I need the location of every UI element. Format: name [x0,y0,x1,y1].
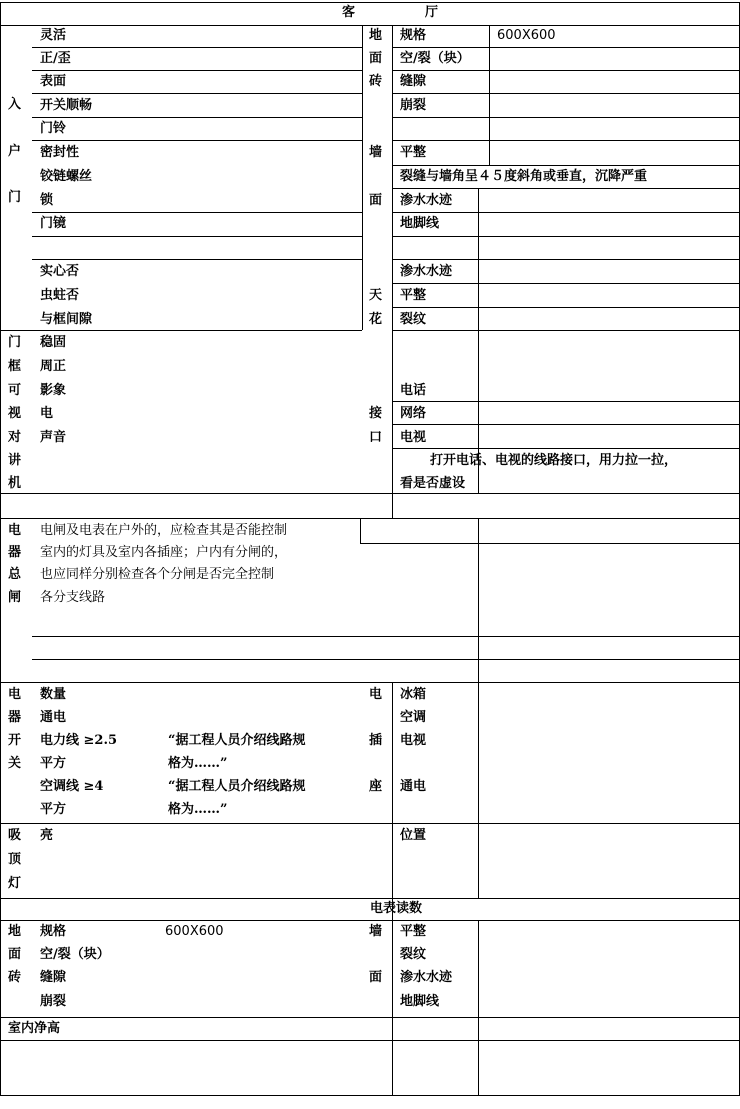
section-label-char: 框 [8,359,22,374]
meter-reading-label: 电表读数 [370,901,423,916]
wire-spec: 电力线 ≥2.5 [40,733,118,748]
wire-quote: “据工程人员介绍线路规 [168,733,306,748]
check-item: 铰链螺丝 [40,169,93,184]
check-item: 裂缝与墙角呈４５度斜角或垂直，沉降严重 [400,169,648,184]
grid-line [0,1040,740,1041]
breaker-note: 室内的灯具及室内各插座；户内有分闸的， [40,545,288,560]
grid-line [478,682,479,898]
grid-line [392,70,739,71]
check-item: 地脚线 [400,216,440,231]
section-label-char: 器 [8,545,22,560]
section-label-char: 入 [8,97,22,112]
section-label-char: 面 [369,193,383,208]
check-item: 电视 [400,430,427,445]
check-item: 通电 [400,779,427,794]
check-item: 崩裂 [400,98,427,113]
net-height-label: 室内净高 [8,1021,61,1036]
check-item: 平整 [400,924,427,939]
section-label-char: 机 [8,476,22,491]
grid-line [0,920,740,921]
grid-line [32,47,362,48]
section-label-char: 地 [8,924,22,939]
section-label-char: 视 [8,406,22,421]
section-label-char: 砖 [369,74,383,89]
grid-line [392,236,739,237]
section-label-char: 地 [369,28,383,43]
section-label-char: 电 [369,687,383,702]
grid-line [392,212,739,213]
grid-line [392,93,739,94]
check-item: 数量 [40,687,67,702]
grid-line [392,283,739,284]
check-item: 电话 [400,383,427,398]
check-item: 门铃 [40,121,67,136]
check-item: 规格 [40,924,67,939]
check-item: 冰箱 [400,687,427,702]
grid-line [32,636,740,637]
breaker-note: 也应同样分别检查各个分闸是否完全控制 [40,567,275,582]
section-label-char: 座 [369,779,383,794]
check-item: 电视 [400,733,427,748]
check-item: 缝隙 [400,74,427,89]
check-item: 稳固 [40,335,67,350]
grid-line [0,330,32,331]
check-item: 规格 [400,28,427,43]
check-item: 渗水水迹 [400,264,453,279]
check-item: 裂纹 [400,312,427,327]
section-label-char: 电 [8,523,22,538]
check-item: 开关顺畅 [40,98,93,113]
grid-line [362,25,363,330]
grid-line [0,518,740,519]
grid-line [392,448,739,449]
grid-line [392,682,393,1095]
ports-note: 看是否虚设 [400,476,466,491]
section-label-char: 闸 [8,590,22,605]
section-label-char: 讲 [8,453,22,468]
section-label-char: 面 [369,970,383,985]
wire-spec: 平方 [40,756,67,771]
section-label-char: 墙 [369,924,383,939]
section-label-char: 接 [369,406,383,421]
grid-line [392,259,739,260]
grid-line [489,25,490,165]
check-item: 空/裂（块） [400,51,470,66]
section-label-char: 门 [8,190,22,205]
spec-value: 600X600 [165,924,224,939]
grid-line [392,424,739,425]
grid-line [392,140,739,141]
wire-spec: 平方 [40,802,67,817]
grid-line [392,307,739,308]
check-item: 崩裂 [40,994,67,1009]
check-item: 亮 [40,828,54,843]
check-item: 缝隙 [40,970,67,985]
grid-line [0,823,740,824]
check-item: 空/裂（块） [40,947,110,962]
check-item: 裂纹 [400,947,427,962]
section-label-char: 可 [8,383,22,398]
grid-line [32,70,362,71]
grid-line [392,401,739,402]
grid-line [392,47,739,48]
check-item: 与框间隙 [40,312,93,327]
section-label-char: 插 [369,733,383,748]
check-item: 灵活 [40,28,67,43]
grid-line [478,518,479,682]
grid-line [392,330,739,331]
section-label-char: 总 [8,567,22,582]
grid-line [0,1095,740,1096]
section-label-char: 墙 [369,145,383,160]
grid-line [392,25,393,518]
check-item: 地脚线 [400,994,440,1009]
section-label-char: 关 [8,756,22,771]
grid-line [32,259,362,260]
section-label-char: 顶 [8,852,22,867]
grid-line [32,212,362,213]
section-label-char: 电 [8,687,22,702]
check-item: 电 [40,406,54,421]
check-item: 位置 [400,828,427,843]
section-label-char: 器 [8,710,22,725]
spec-value: 600X600 [497,28,556,43]
section-label-char: 户 [8,144,22,159]
ports-note: 打开电话、电视的线路接口，用力拉一拉， [430,453,678,468]
check-item: 正/歪 [40,51,71,66]
section-label-char: 口 [369,430,383,445]
wire-spec: 空调线 ≥4 [40,779,104,794]
check-item: 实心否 [40,264,80,279]
grid-line [32,93,362,94]
grid-line [478,920,479,1095]
breaker-note: 各分支线路 [40,590,106,605]
section-label-char: 吸 [8,828,22,843]
grid-line [392,165,739,166]
check-item: 影象 [40,383,67,398]
section-label-char: 面 [8,947,22,962]
check-item: 门镜 [40,216,67,231]
title-part2: 厅 [425,5,439,20]
check-item: 声音 [40,430,67,445]
title-part1: 客 [342,5,356,20]
check-item: 表面 [40,74,67,89]
check-item: 渗水水迹 [400,193,453,208]
check-item: 虫蛀否 [40,288,80,303]
grid-line [0,493,740,494]
check-item: 锁 [40,193,54,208]
check-item: 网络 [400,406,427,421]
wire-quote: 格为……” [168,756,228,771]
check-item: 通电 [40,710,67,725]
check-item: 密封性 [40,145,80,160]
check-item: 平整 [400,145,427,160]
section-label-char: 天 [369,288,383,303]
grid-line [360,518,361,543]
grid-line [0,2,740,3]
check-item: 周正 [40,359,67,374]
section-label-char: 砖 [8,970,22,985]
grid-line [360,543,740,544]
grid-line [32,117,362,118]
check-item: 空调 [400,710,427,725]
grid-line [0,2,1,1095]
section-label-char: 花 [369,312,383,327]
grid-line [0,682,740,683]
grid-line [392,117,739,118]
grid-line [0,1017,740,1018]
grid-line [392,188,739,189]
breaker-note: 电闸及电表在户外的，应检查其是否能控制 [40,523,288,538]
section-label-char: 对 [8,430,22,445]
check-item: 渗水水迹 [400,970,453,985]
grid-line [32,236,362,237]
wire-quote: “据工程人员介绍线路规 [168,779,306,794]
grid-line [32,659,740,660]
check-item: 平整 [400,288,427,303]
section-label-char: 灯 [8,876,22,891]
section-label-char: 面 [369,51,383,66]
grid-line [32,140,362,141]
section-label-char: 开 [8,733,22,748]
section-label-char: 门 [8,335,22,350]
grid-line [32,330,362,331]
wire-quote: 格为……” [168,802,228,817]
